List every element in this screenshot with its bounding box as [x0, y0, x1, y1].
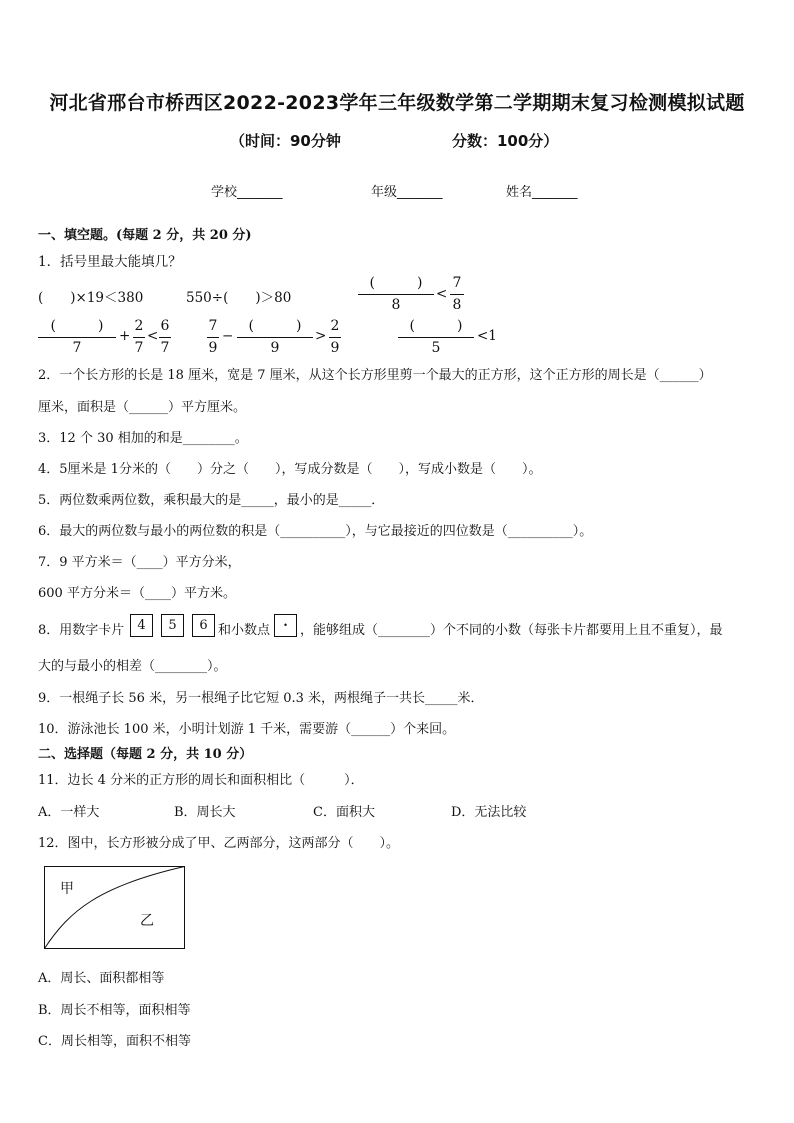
q1-e-minus: − — [222, 328, 234, 344]
fraction-bar — [207, 337, 219, 338]
fraction-bar — [358, 294, 434, 295]
q1-e-relation: > — [315, 328, 327, 344]
question-7-line-2: 600 平方分米＝（____）平方米。 — [38, 586, 236, 601]
q1-f-fraction — [398, 319, 474, 357]
denominator: 7 — [134, 340, 144, 356]
section-1-heading: 一、填空题。(每题 2 分，共 20 分) — [38, 228, 252, 243]
fraction-bar — [133, 337, 145, 338]
q11-option-c: C．面积大 — [313, 805, 375, 820]
q1-d-fraction — [38, 319, 116, 357]
exam-score: 分数：100分） — [452, 132, 559, 150]
numerator: 7 — [452, 275, 462, 291]
denominator: 8 — [452, 297, 462, 313]
q11-option-a: A．一样大 — [38, 805, 100, 820]
question-8-middle: 和小数点 — [218, 623, 271, 638]
numerator: 6 — [160, 318, 170, 334]
q1-d-mid-fraction — [133, 319, 145, 357]
question-7-line-1: 7．9 平方米＝（____）平方分米， — [38, 555, 241, 570]
numerator: 7 — [208, 318, 218, 334]
q12-option-c: C．周长相等，面积不相等 — [38, 1034, 191, 1049]
denominator: 7 — [72, 340, 82, 356]
page-title: 河北省邢台市桥西区2022-2023学年三年级数学第二学期期末复习检测模拟试题 — [49, 92, 745, 114]
digit-card: 5 — [161, 614, 184, 637]
fraction-bar — [237, 337, 313, 338]
region-jia-label: 甲 — [60, 881, 74, 897]
grade-field: 年级_______ — [371, 185, 443, 200]
question-6: 6．最大的两位数与最小的两位数的积是（__________），与它最接近的四位数是（__________）。 — [38, 524, 593, 539]
rectangle-diagram — [44, 866, 185, 949]
q1-e-mid-fraction — [237, 319, 313, 357]
fraction-bar — [398, 337, 474, 338]
question-2-line-1: 2．一个长方形的长是 18 厘米，宽是 7 厘米，从这个长方形里剪一个最大的正方形，这个正方形的周长是（______） — [38, 368, 712, 383]
question-9: 9．一根绳子长 56 米，另一根绳子比它短 0.3 米，两根绳子一共长_____米． — [38, 691, 484, 706]
denominator: 5 — [431, 340, 441, 356]
denominator: 9 — [270, 340, 280, 356]
numerator: 2 — [134, 318, 144, 334]
q11-option-b: B．周长大 — [174, 805, 236, 820]
q12-option-a: A．周长、面积都相等 — [38, 971, 165, 986]
q1-d-relation: < — [147, 328, 159, 344]
question-3: 3．12 个 30 相加的和是________。 — [38, 431, 248, 446]
denominator: 7 — [160, 340, 170, 356]
question-2-line-2: 厘米，面积是（______）平方厘米。 — [38, 400, 247, 415]
q1-f-relation: <1 — [477, 328, 497, 344]
q1-c-relation: < — [436, 286, 448, 302]
numerator: ( ) — [369, 275, 423, 291]
q11-option-d: D．无法比较 — [451, 805, 527, 820]
q1-e-left-fraction — [207, 319, 219, 357]
school-field: 学校_______ — [211, 185, 283, 200]
q1-e-right-fraction — [329, 319, 341, 357]
question-8-prefix: 8．用数字卡片 — [38, 623, 125, 638]
exam-time: （时间：90分钟 — [230, 132, 341, 150]
q1-part-b: 550÷( )＞80 — [186, 290, 292, 306]
q12-option-b: B．周长不相等，面积相等 — [38, 1003, 191, 1018]
region-yi-label: 乙 — [140, 913, 154, 929]
q1-d-right-fraction — [159, 319, 171, 357]
numerator: ( ) — [50, 318, 104, 334]
name-field: 姓名_______ — [506, 185, 578, 200]
q1-d-plus: + — [119, 328, 131, 344]
fraction-bar — [450, 294, 464, 295]
denominator: 8 — [391, 297, 401, 313]
digit-card: 6 — [192, 614, 215, 637]
question-12: 12．图中，长方形被分成了甲、乙两部分，这两部分（ ）。 — [38, 836, 400, 851]
numerator: ( ) — [248, 318, 302, 334]
fraction-bar — [38, 337, 116, 338]
fraction-bar — [329, 337, 341, 338]
denominator: 9 — [330, 340, 340, 356]
q1-c-fraction — [358, 276, 434, 314]
question-1: 1．括号里最大能填几？ — [38, 254, 182, 270]
digit-card: 4 — [130, 614, 153, 637]
fraction-bar — [159, 337, 171, 338]
question-10: 10．游泳池长 100 米，小明计划游 1 千米，需要游（______）个来回。 — [38, 722, 456, 737]
q1-part-a: ( )×19＜380 — [38, 290, 144, 306]
denominator: 9 — [208, 340, 218, 356]
question-8-line-2: 大的与最小的相差（________）。 — [38, 659, 227, 674]
numerator: 2 — [330, 318, 340, 334]
decimal-point-card: . — [274, 614, 297, 637]
question-11: 11．边长 4 分米的正方形的周长和面积相比（ ）． — [38, 773, 364, 788]
section-2-heading: 二、选择题（每题 2 分，共 10 分） — [38, 747, 253, 762]
question-4: 4．5厘米是 1分米的（ ）分之（ ），写成分数是（ ），写成小数是（ ）。 — [38, 462, 542, 477]
numerator: ( ) — [409, 318, 463, 334]
question-5: 5．两位数乘两位数，乘积最大的是_____，最小的是_____． — [38, 493, 385, 508]
question-8-suffix: ，能够组成（________）个不同的小数（每张卡片都要用上且不重复），最 — [300, 623, 723, 638]
q1-c-right-fraction — [450, 276, 464, 314]
